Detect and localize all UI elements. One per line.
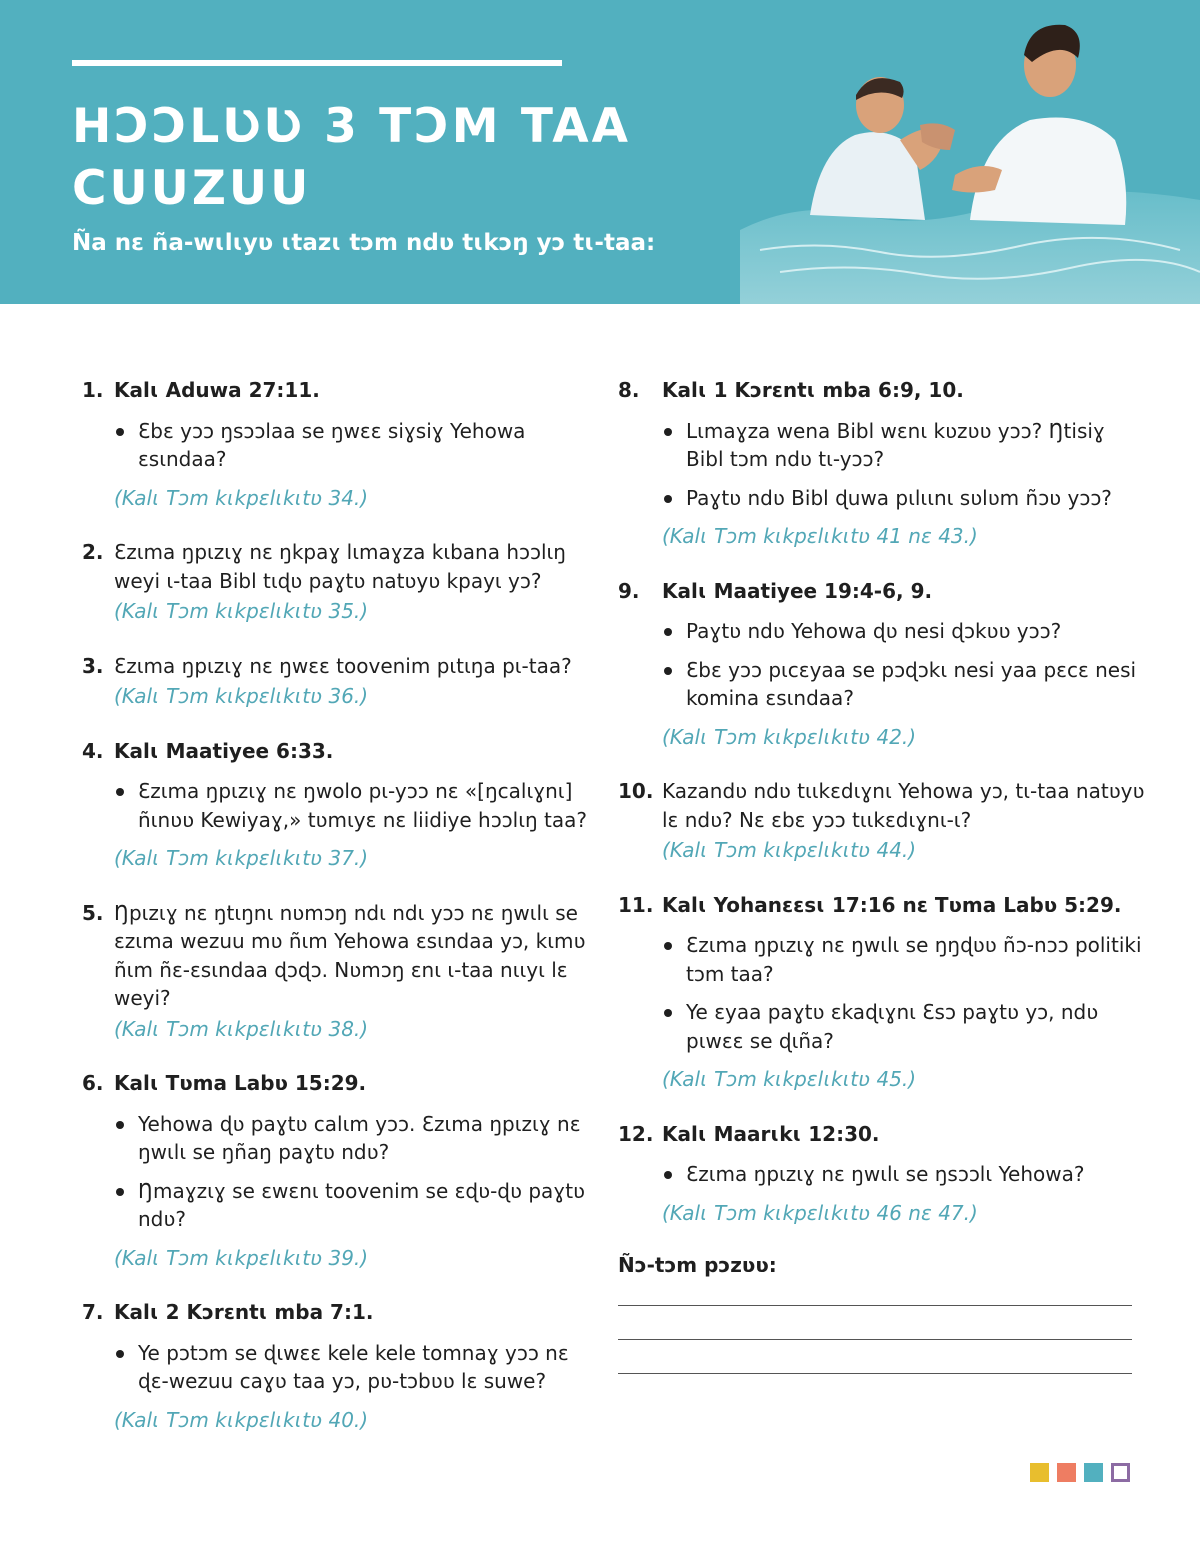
question-item <box>618 577 1148 752</box>
note-line[interactable] <box>618 1339 1132 1340</box>
left-question-column <box>82 376 592 1460</box>
question-number: 7. <box>82 1300 104 1324</box>
note-line[interactable] <box>618 1305 1132 1306</box>
question-item <box>82 899 592 1044</box>
question-item <box>82 1069 592 1272</box>
lesson-reference: (Kalɩ Tɔm kɩkpɛlɩkɩtʋ 34.) <box>114 485 369 510</box>
question-number: 4. <box>82 738 104 763</box>
question-item <box>82 652 592 711</box>
bullet-question: Paɣtʋ ndʋ Yehowa ɖʋ nesi ɖɔkʋʋ yɔɔ? <box>662 617 1148 646</box>
lesson-reference: (Kalɩ Tɔm kɩkpɛlɩkɩtʋ 44.) <box>662 838 917 862</box>
bullet-question: Ɛbɛ yɔɔ pɩcɛyaa se pɔɖɔkɩ nesi yaa pɛcɛ nesi komina ɛsɩndaa? <box>662 656 1148 713</box>
bullet-question: Ɛzɩma ŋpɩzɩɣ nɛ ŋwɩlɩ se ŋŋɖʋʋ ñɔ-nɔɔ politiki tɔm taa? <box>662 931 1148 988</box>
bullet-question: Ɛzɩma ŋpɩzɩɣ nɛ ŋwɩlɩ se ŋsɔɔlɩ Yehowa? <box>662 1160 1148 1189</box>
lesson-reference: (Kalɩ Tɔm kɩkpɛlɩkɩtʋ 46 nɛ 47.) <box>662 1200 978 1225</box>
question-body <box>114 1298 592 1434</box>
question-number: 5. <box>82 900 104 925</box>
question-item <box>82 376 592 512</box>
question-body <box>662 777 1148 865</box>
bullet-list <box>662 617 1148 713</box>
bullet-question: Lɩmaɣza wena Bibl wɛnɩ kʋzʋʋ yɔɔ? Ŋtisiɣ Bibl tɔm ndʋ tɩ-yɔɔ? <box>662 417 1148 474</box>
question-number: 8. <box>618 378 640 402</box>
lesson-reference: (Kalɩ Tɔm kɩkpɛlɩkɩtʋ 37.) <box>114 846 369 870</box>
question-number: 9. <box>618 578 640 603</box>
page-title: HƆƆLƲƲ 3 TƆM TAA CUUZUU <box>72 99 632 216</box>
lesson-reference: (Kalɩ Tɔm kɩkpɛlɩkɩtʋ 36.) <box>114 684 369 708</box>
lesson-reference: (Kalɩ Tɔm kɩkpɛlɩkɩtʋ 38.) <box>114 1016 369 1041</box>
scripture-reading-title: Kalɩ Tʋma Labʋ 15:29. <box>114 1071 367 1095</box>
question-body <box>662 577 1148 752</box>
question-text: Kazandʋ ndʋ tɩɩkɛdɩɣnɩ Yehowa yɔ, tɩ-taa natʋyʋ lɛ ndʋ? Nɛ ɛbɛ yɔɔ tɩɩkɛdɩɣnɩ-ɩ? <box>662 779 1145 832</box>
header-rule <box>72 60 562 66</box>
bullet-question: Ŋmaɣzɩɣ se ɛwɛnɩ toovenim se ɛɖʋ-ɖʋ paɣtʋ ndʋ? <box>114 1177 592 1234</box>
question-number: 11. <box>618 892 654 917</box>
scripture-reading-title: Kalɩ Yohanɛɛsɩ 17:16 nɛ Tʋma Labʋ 5:29. <box>662 892 1122 917</box>
question-item <box>618 1120 1148 1228</box>
purple-outline-square-icon <box>1111 1463 1130 1482</box>
bullet-question: Yehowa ɖʋ paɣtʋ calɩm yɔɔ. Ɛzɩma ŋpɩzɩɣ nɛ ŋwɩlɩ se ŋñaŋ paɣtʋ ndʋ? <box>114 1110 592 1167</box>
yellow-square-icon <box>1030 1463 1049 1482</box>
scripture-reading-title: Kalɩ 1 Kɔrɛntɩ mba 6:9, 10. <box>662 378 964 402</box>
page-header <box>0 0 1200 304</box>
scripture-reading-title: Kalɩ Maarɩkɩ 12:30. <box>662 1121 880 1146</box>
teal-square-icon <box>1084 1463 1103 1482</box>
bullet-list <box>662 417 1148 513</box>
scripture-reading-title: Kalɩ Aduwa 27:11. <box>114 378 320 402</box>
lesson-reference: (Kalɩ Tɔm kɩkpɛlɩkɩtʋ 42.) <box>662 724 917 749</box>
lesson-reference: (Kalɩ Tɔm kɩkpɛlɩkɩtʋ 35.) <box>114 599 369 623</box>
note-line[interactable] <box>618 1373 1132 1374</box>
question-item <box>82 1298 592 1434</box>
question-item <box>618 777 1148 865</box>
orange-square-icon <box>1057 1463 1076 1482</box>
question-text: Ŋpɩzɩɣ nɛ ŋtɩŋnɩ nʋmɔŋ ndɩ ndɩ yɔɔ nɛ ŋwɩlɩ se ɛzɩma wezuu mʋ ñɩm Yehowa ɛsɩndaa yɔ, kɩmʋ ñɩm ñɛ-ɛsɩndaa ɖɔɖɔ. Nʋmɔŋ ɛnɩ ɩ-taa nɩɩyɩ lɛ weyi? <box>114 900 586 1010</box>
bullet-list <box>114 777 592 834</box>
bullet-list <box>662 931 1148 1055</box>
question-body <box>662 1120 1148 1228</box>
question-item <box>618 891 1148 1094</box>
lesson-reference: (Kalɩ Tɔm kɩkpɛlɩkɩtʋ 45.) <box>662 1067 917 1091</box>
scripture-reading-title: Kalɩ Maatiyee 6:33. <box>114 738 334 763</box>
lesson-reference: (Kalɩ Tɔm kɩkpɛlɩkɩtʋ 40.) <box>114 1407 369 1432</box>
bullet-question: Ɛbɛ yɔɔ ŋsɔɔlaa se ŋwɛɛ siɣsiɣ Yehowa ɛsɩndaa? <box>114 417 592 474</box>
question-text: Ɛzɩma ŋpɩzɩɣ nɛ ŋwɛɛ toovenim pɩtɩŋa pɩ-taa? <box>114 653 572 678</box>
question-body <box>114 899 592 1044</box>
decorative-squares <box>1030 1463 1130 1482</box>
bullet-list <box>662 1160 1148 1189</box>
question-body <box>662 891 1148 1094</box>
question-body <box>114 652 592 711</box>
notes-label: Ñɔ-tɔm pɔzʋʋ: <box>618 1253 777 1277</box>
question-number: 6. <box>82 1071 104 1095</box>
question-body <box>114 538 592 626</box>
bullet-question: Ɛzɩma ŋpɩzɩɣ nɛ ŋwolo pɩ-yɔɔ nɛ «[ŋcalɩɣnɩ] ñɩnʋʋ Kewiyaɣ,» tʋmɩyɛ nɛ liidiye hɔɔlɩŋ taa? <box>114 777 592 834</box>
question-number: 2. <box>82 540 104 564</box>
question-item <box>618 376 1148 551</box>
lesson-reference: (Kalɩ Tɔm kɩkpɛlɩkɩtʋ 41 nɛ 43.) <box>662 524 978 548</box>
scripture-reading-title: Kalɩ 2 Kɔrɛntɩ mba 7:1. <box>114 1300 374 1324</box>
right-question-column <box>618 376 1148 1374</box>
question-body <box>114 1069 592 1272</box>
question-body <box>114 737 592 873</box>
bullet-list <box>114 1339 592 1396</box>
baptism-illustration <box>740 0 1200 304</box>
question-number: 10. <box>618 779 654 803</box>
bullet-question: Ye ɛyaa paɣtʋ ɛkaɖɩɣnɩ Ɛsɔ paɣtʋ yɔ, ndʋ pɩwɛɛ se ɖɩña? <box>662 998 1148 1055</box>
question-number: 3. <box>82 653 104 678</box>
question-number: 1. <box>82 378 104 402</box>
bullet-list <box>114 417 592 474</box>
lesson-reference: (Kalɩ Tɔm kɩkpɛlɩkɩtʋ 39.) <box>114 1245 369 1270</box>
question-text: Ɛzɩma ŋpɩzɩɣ nɛ ŋkpaɣ lɩmaɣza kɩbana hɔɔlɩŋ weyi ɩ-taa Bibl tɩɖʋ paɣtʋ natʋyʋ kpayɩ yɔ? <box>114 540 566 593</box>
question-item <box>82 538 592 626</box>
scripture-reading-title: Kalɩ Maatiyee 19:4-6, 9. <box>662 578 933 603</box>
question-number: 12. <box>618 1121 654 1146</box>
page-subtitle: Ña nɛ ña-wɩlɩyʋ ɩtazɩ tɔm ndʋ tɩkɔŋ yɔ tɩ-taa: <box>72 230 656 256</box>
bullet-question: Ye pɔtɔm se ɖɩwɛɛ kele kele tomnaɣ yɔɔ nɛ ɖɛ-wezuu caɣʋ taa yɔ, pʋ-tɔbʋʋ lɛ suwe? <box>114 1339 592 1396</box>
question-body <box>662 376 1148 551</box>
bullet-question: Paɣtʋ ndʋ Bibl ɖuwa pɩlɩɩnɩ sʋlʋm ñɔʋ yɔɔ? <box>662 484 1148 513</box>
question-item <box>82 737 592 873</box>
bullet-list <box>114 1110 592 1234</box>
question-body <box>114 376 592 512</box>
